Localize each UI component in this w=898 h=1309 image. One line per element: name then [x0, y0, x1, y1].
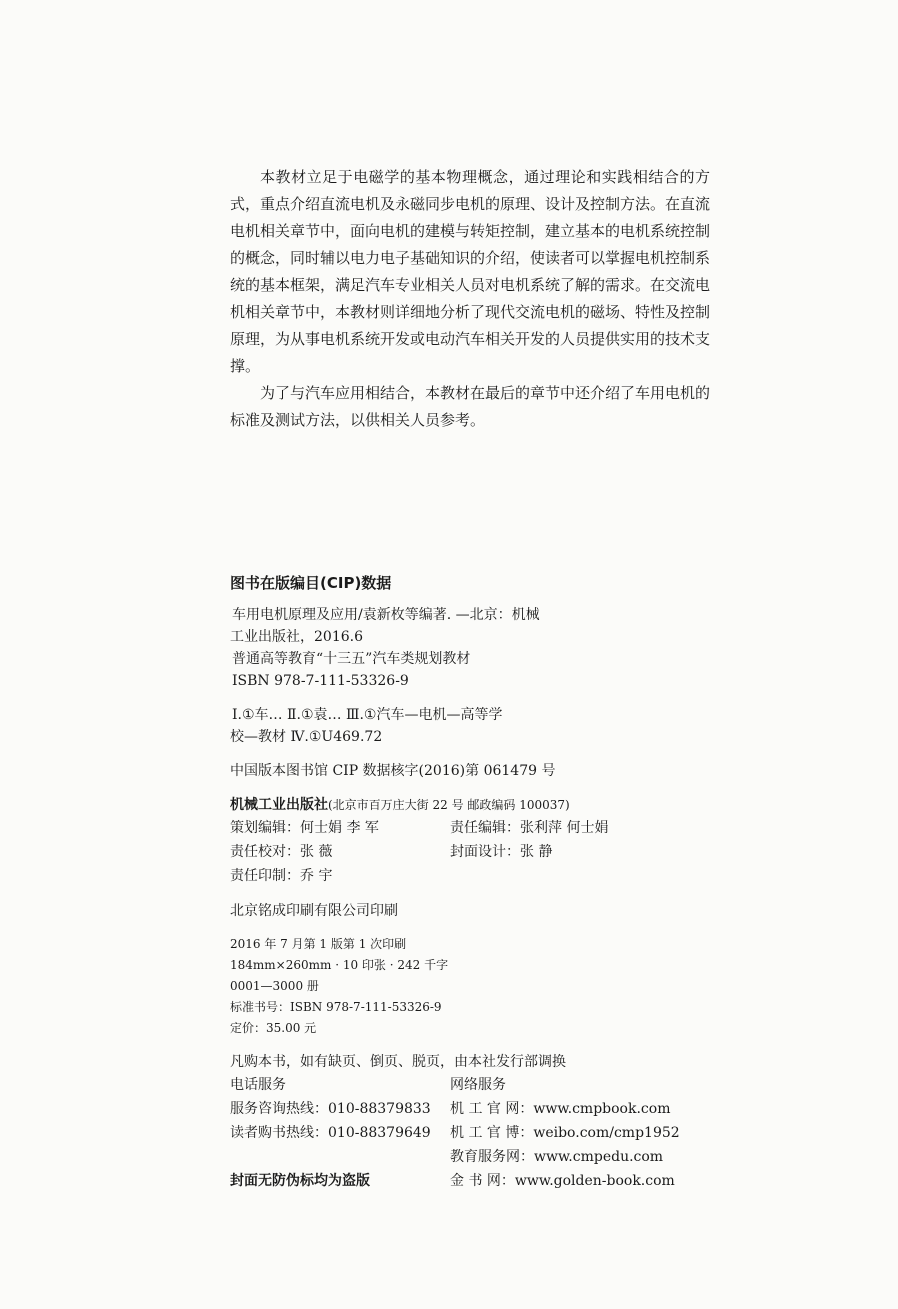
abstract — [230, 164, 710, 434]
editors-row — [230, 816, 710, 840]
cip-record-line-2: 工业出版社，2016.6 — [230, 629, 363, 645]
cip-record-line-1: 车用电机原理及应用/袁新枚等编著. —北京：机械 — [232, 607, 540, 623]
cip-number: 中国版本图书馆 CIP 数据核字(2016)第 061479 号 — [230, 763, 556, 779]
service-row-4 — [230, 1169, 710, 1193]
service-hotline: 服务咨询热线：010-88379833 — [230, 1101, 431, 1117]
edition: 2016 年 7 月第 1 版第 1 次印刷 — [230, 937, 407, 951]
publisher-address: (北京市百万庄大街 22 号 邮政编码 100037) — [328, 798, 570, 812]
publisher-line — [230, 794, 710, 816]
proofreader: 责任校对：张 薇 — [230, 844, 333, 860]
service-headers-row — [230, 1073, 710, 1097]
official-weibo: 机 工 官 博：weibo.com/cmp1952 — [450, 1125, 680, 1141]
purchase-hotline: 读者购书热线：010-88379649 — [230, 1125, 431, 1141]
service-row-1 — [230, 1097, 710, 1121]
print-manager: 责任印制：乔 宇 — [230, 868, 333, 884]
cip-subjects-line-2: 校—教材 Ⅳ.①U469.72 — [230, 729, 383, 745]
responsible-editor: 责任编辑：张利萍 何士娟 — [450, 820, 609, 836]
anti-piracy-notice: 封面无防伪标均为盗版 — [230, 1173, 370, 1189]
golden-book-site: 金 书 网：www.golden-book.com — [450, 1173, 675, 1189]
print-info — [230, 934, 710, 1039]
cip-series: 普通高等教育“十三五”汽车类规划教材 — [232, 651, 471, 667]
printer: 北京铭成印刷有限公司印刷 — [230, 903, 398, 919]
cover-design: 封面设计：张 静 — [450, 844, 553, 860]
copies: 0001—3000 册 — [230, 979, 319, 993]
print-manager-row — [230, 864, 710, 888]
service-row-3 — [230, 1145, 710, 1169]
standard-number: 标准书号：ISBN 978-7-111-53326-9 — [230, 1000, 442, 1014]
cip-block — [230, 572, 710, 1193]
abstract-paragraph-1: 本教材立足于电磁学的基本物理概念，通过理论和实践相结合的方式，重点介绍直流电机及永磁同步电机的原理、设计及控制方法。在直流电机相关章节中，面向电机的建模与转矩控制，建立基本的电机系统控制的概念，同时辅以电力电子基础知识的介绍，使读者可以掌握电机控制系统的基本框架，满足汽车专业相关人员对电机系统了解的需求。在交流电机相关章节中，本教材则详细地分析了现代交流电机的磁场、特性及控制原理，为从事电机系统开发或电动汽车相关开发的人员提供实用的技术支撑。 — [230, 168, 711, 375]
planning-editor: 策划编辑：何士娟 李 军 — [230, 820, 379, 836]
cip-isbn: ISBN 978-7-111-53326-9 — [232, 673, 409, 689]
proof-design-row — [230, 840, 710, 864]
net-service-header: 网络服务 — [450, 1077, 506, 1093]
phone-service-header: 电话服务 — [230, 1077, 286, 1093]
service-row-2 — [230, 1121, 710, 1145]
publisher-name: 机械工业出版社 — [230, 797, 328, 813]
price: 定价：35.00 元 — [230, 1021, 317, 1035]
format: 184mm×260mm · 10 印张 · 242 千字 — [230, 958, 449, 972]
cip-subjects-line-1: Ⅰ.①车… Ⅱ.①袁… Ⅲ.①汽车—电机—高等学 — [232, 707, 503, 723]
abstract-paragraph-2: 为了与汽车应用相结合，本教材在最后的章节中还介绍了车用电机的标准及测试方法，以供相关人员参考。 — [230, 384, 711, 429]
education-service-site: 教育服务网：www.cmpedu.com — [450, 1149, 664, 1165]
official-website: 机 工 官 网：www.cmpbook.com — [450, 1101, 671, 1117]
cip-title: 图书在版编目(CIP)数据 — [230, 574, 392, 592]
replacement-notice: 凡购本书，如有缺页、倒页、脱页，由本社发行部调换 — [230, 1054, 566, 1070]
